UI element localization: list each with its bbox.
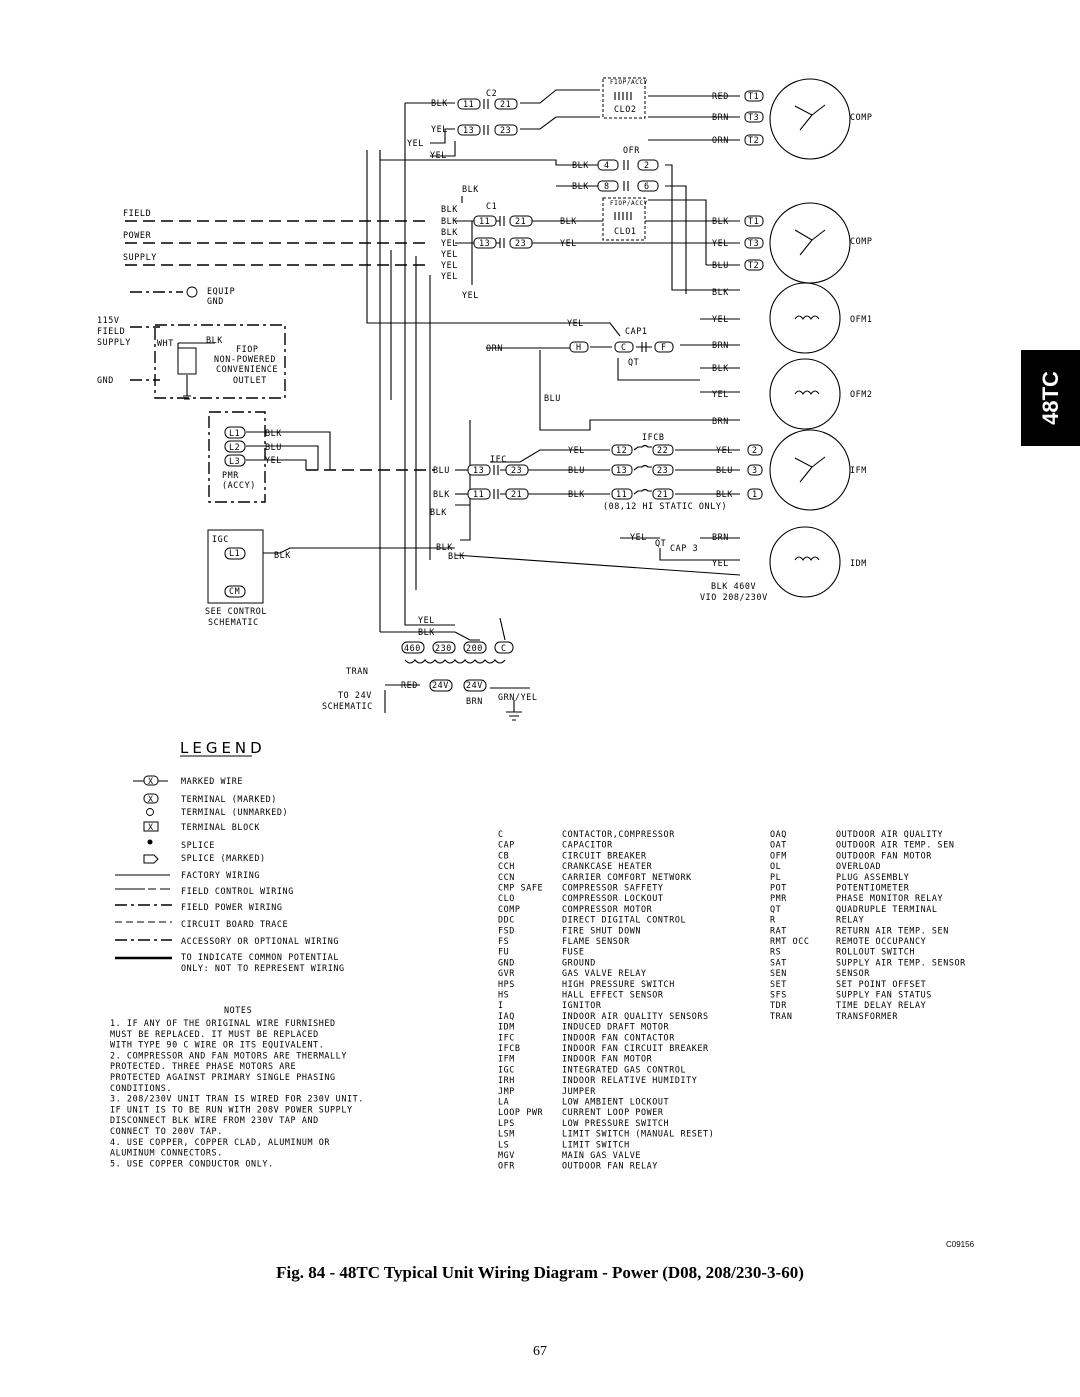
abbr-code: DDC <box>498 914 515 925</box>
abbr-meaning: HIGH PRESSURE SWITCH <box>562 978 675 989</box>
abbr-meaning: INDOOR RELATIVE HUMIDITY <box>562 1075 698 1086</box>
comp2-t1: T1 <box>748 91 760 101</box>
wire-blk-top: BLK <box>462 184 479 194</box>
gnd-label: GND <box>207 296 224 306</box>
abbr-code: CAP <box>498 839 515 850</box>
tran-tap-200: 200 <box>466 643 483 653</box>
abbr-code: LPS <box>498 1117 515 1128</box>
note-line: CONNECT TO 200V TAP. <box>110 1126 223 1136</box>
abbr-meaning: INDOOR FAN MOTOR <box>562 1053 653 1064</box>
ifc-wire-right-blk: BLK <box>568 489 585 499</box>
tran-note-2: SCHEMATIC <box>322 701 373 711</box>
legend-text-factory-wiring: FACTORY WIRING <box>181 870 260 880</box>
legend-sym-terminal-marked: X <box>148 794 154 804</box>
comp1-t1: T1 <box>748 216 760 226</box>
igc-blk: BLK <box>274 550 291 560</box>
power-label: POWER <box>123 230 152 240</box>
abbr-code: MGV <box>498 1150 515 1160</box>
abbr-code: LA <box>498 1096 510 1107</box>
ifm-wire-yel: YEL <box>716 445 733 455</box>
comp2-motor <box>770 79 850 159</box>
c1-wire-right-blk: BLK <box>560 216 577 226</box>
note-line: WITH TYPE 90 C WIRE OR ITS EQUIVALENT. <box>110 1039 325 1050</box>
tran-wire-blk: BLK <box>418 627 435 637</box>
cap1-brn: BRN <box>712 340 729 350</box>
ofr-term-4: 4 <box>604 160 610 170</box>
comp1-wire-blk: BLK <box>712 216 729 226</box>
wire-orn: ORN <box>486 343 503 353</box>
tran-24v-1: 24V <box>432 680 449 690</box>
note-line: 3. 208/230V UNIT TRAN IS WIRED FOR 230V UNIT. <box>110 1093 364 1104</box>
pmr-l3: L3 <box>229 456 241 466</box>
drawing-code: C09156 <box>946 1240 975 1249</box>
convenience-label: CONVENIENCE <box>216 364 279 374</box>
legend-text-terminal-block: TERMINAL BLOCK <box>181 822 260 832</box>
abbr-code: PMR <box>770 893 787 904</box>
abbr-meaning: CURRENT LOOP POWER <box>562 1107 664 1118</box>
c1-wire-left-4: YEL <box>441 238 458 248</box>
note-line: DISCONNECT BLK WIRE FROM 230V TAP AND <box>110 1115 319 1126</box>
diagram-labels <box>97 79 873 711</box>
abbr-meaning: TRANSFORMER <box>836 1010 899 1021</box>
legend-text-field-power: FIELD POWER WIRING <box>181 902 283 912</box>
note-line: MUST BE REPLACED. IT MUST BE REPLACED <box>110 1028 319 1039</box>
abbr-code: RMT OCC <box>770 936 810 946</box>
outlet-supply-voltage: 115V <box>97 315 120 325</box>
comp1-wire-yel: YEL <box>712 238 729 248</box>
pmr-l2: L2 <box>229 442 241 452</box>
c1-term-13: 13 <box>479 238 491 248</box>
ifm-term-1: 1 <box>752 489 758 499</box>
c1-wire-left-3: BLK <box>441 227 458 237</box>
abbr-code: TDR <box>770 1000 787 1011</box>
abbr-code: OFR <box>498 1160 515 1171</box>
ifcb-note: (08,12 HI STATIC ONLY) <box>603 501 728 511</box>
ifcb-term-11: 11 <box>616 489 628 499</box>
idm-motor <box>770 527 840 597</box>
idm-wire-blk-2: BLK <box>448 551 465 561</box>
c2-wire-yel-2: YEL <box>407 138 424 148</box>
legend-text-common-potential-2: ONLY: NOT TO REPRESENT WIRING <box>181 963 345 973</box>
idm-qt: QT <box>655 538 667 548</box>
abbr-code: CCH <box>498 861 515 872</box>
ifcb-term-23: 23 <box>657 465 669 475</box>
ifc-wire-blk: BLK <box>433 489 450 499</box>
comp1-label: COMP <box>850 236 873 246</box>
ifm-term-3: 3 <box>752 465 758 475</box>
equip-label: EQUIP <box>207 286 236 296</box>
comp2-label: COMP <box>850 112 873 122</box>
note-line: 1. IF ANY OF THE ORIGINAL WIRE FURNISHED <box>110 1018 336 1028</box>
ofr-term-2: 2 <box>644 160 650 170</box>
cap1-label: CAP1 <box>625 326 648 336</box>
legend-splice-icon <box>148 840 153 845</box>
tran-24v-2: 24V <box>466 680 483 690</box>
legend-sym-terminal-block: X <box>148 822 154 832</box>
abbr-meaning: INDUCED DRAFT MOTOR <box>562 1021 670 1032</box>
igc-title: IGC <box>212 534 229 544</box>
abbr-meaning: IGNITOR <box>562 1000 602 1011</box>
abbr-meaning: LOW PRESSURE SWITCH <box>562 1117 670 1128</box>
outlet-gnd: GND <box>97 375 114 385</box>
abbr-meaning: GROUND <box>562 957 596 968</box>
abbr-code: PL <box>770 871 782 882</box>
idm-wire-yel-2: YEL <box>712 558 729 568</box>
abbr-code: CCN <box>498 871 515 882</box>
notes <box>110 1005 364 1168</box>
idm-label: IDM <box>850 558 867 568</box>
abbr-code: IGC <box>498 1064 515 1075</box>
tran-tap-460: 460 <box>404 643 421 653</box>
legend-text-field-control: FIELD CONTROL WIRING <box>181 886 294 896</box>
abbr-code: OL <box>770 861 782 872</box>
abbr-meaning: CARRIER COMFORT NETWORK <box>562 871 692 882</box>
abbr-meaning: JUMPER <box>562 1085 596 1096</box>
abbr-code: CB <box>498 850 510 861</box>
abbr-code: FU <box>498 946 510 957</box>
c1-wire-left-5: YEL <box>441 249 458 259</box>
legend-text-terminal-marked: TERMINAL (MARKED) <box>181 794 277 804</box>
c1-label: C1 <box>486 201 498 211</box>
note-line: 5. USE COPPER CONDUCTOR ONLY. <box>110 1158 274 1169</box>
ofm1-motor <box>770 283 840 353</box>
tran-brn: BRN <box>466 696 483 706</box>
c1-term-21: 21 <box>515 216 527 226</box>
abbr-code: OFM <box>770 850 787 861</box>
abbr-meaning: REMOTE OCCUPANCY <box>836 936 927 946</box>
abbr-code: LSM <box>498 1128 515 1139</box>
ofr-term-8: 8 <box>604 181 610 191</box>
abbr-meaning: CAPACITOR <box>562 839 613 850</box>
motors <box>770 79 850 597</box>
note-line: PROTECTED. THREE PHASE MOTORS ARE <box>110 1061 297 1072</box>
igc-l1: L1 <box>229 548 241 558</box>
abbr-meaning: FLAME SENSOR <box>562 936 630 946</box>
outlet-wht: WHT <box>157 338 174 348</box>
c2-term-23: 23 <box>500 125 512 135</box>
ifc-term-23: 23 <box>511 465 523 475</box>
tran-label: TRAN <box>346 666 369 676</box>
abbr-code: COMP <box>498 903 521 914</box>
abbr-meaning: INTEGRATED GAS CONTROL <box>562 1064 687 1075</box>
comp2-t2: T2 <box>748 135 760 145</box>
ofr-wire-blk-1: BLK <box>572 160 589 170</box>
abbr-code: IFM <box>498 1053 515 1064</box>
abbr-code: CLO <box>498 893 515 904</box>
pmr-wire-blk: BLK <box>265 428 282 438</box>
wire-blu: BLU <box>544 393 561 403</box>
legend-sym-marked-wire: X <box>148 776 154 786</box>
legend-text-common-potential-1: TO INDICATE COMMON POTENTIAL <box>181 952 339 962</box>
legend-text-accessory: ACCESSORY OR OPTIONAL WIRING <box>181 936 339 946</box>
c2-wire-blk: BLK <box>431 98 448 108</box>
abbr-meaning: POTENTIOMETER <box>836 882 910 893</box>
abbr-meaning: FIRE SHUT DOWN <box>562 925 641 936</box>
abbr-code: QT <box>770 903 782 914</box>
ifm-wire-blk: BLK <box>716 489 733 499</box>
ifcb-term-22: 22 <box>657 445 669 455</box>
pmr-l1: L1 <box>229 428 241 438</box>
abbr-code: OAT <box>770 839 787 850</box>
abbr-code: RAT <box>770 925 787 936</box>
pmr-label: PMR <box>222 470 239 480</box>
igc-note-1: SEE CONTROL <box>205 606 268 616</box>
ifcb-term-13: 13 <box>616 465 628 475</box>
abbr-code: OAQ <box>770 829 787 839</box>
ofm1-label: OFM1 <box>850 314 873 324</box>
abbr-meaning: PHASE MONITOR RELAY <box>836 893 944 904</box>
cap1-term-f: F <box>661 342 667 352</box>
tran-tap-230: 230 <box>435 643 452 653</box>
abbr-meaning: COMPRESSOR SAFFETY <box>562 882 664 893</box>
ofr-label: OFR <box>623 145 640 155</box>
abbr-code: RS <box>770 946 782 957</box>
c1-wire-left-7: YEL <box>441 271 458 281</box>
c1-wire-left-1: BLK <box>441 204 458 214</box>
abbr-code: SEN <box>770 968 787 979</box>
ofm2-wire-yel: YEL <box>712 389 729 399</box>
note-line: CONDITIONS. <box>110 1082 173 1093</box>
note-line: PROTECTED AGAINST PRIMARY SINGLE PHASING <box>110 1072 336 1082</box>
idm-voltage-208: VIO 208/230V <box>700 592 768 602</box>
idm-wire-brn: BRN <box>712 532 729 542</box>
comp1-t3: T3 <box>748 238 760 248</box>
abbr-meaning: LOW AMBIENT LOCKOUT <box>562 1096 670 1107</box>
ifc-label: IFC <box>490 454 507 464</box>
abbr-meaning: LIMIT SWITCH <box>562 1139 630 1150</box>
note-line: 4. USE COPPER, COPPER CLAD, ALUMINUM OR <box>110 1136 331 1147</box>
abbr-code: FS <box>498 936 510 946</box>
outlet-supply-field: FIELD <box>97 326 126 336</box>
pmr-wire-yel: YEL <box>265 455 282 465</box>
legend-text-splice: SPLICE <box>181 840 215 850</box>
idm-voltage-460: BLK 460V <box>711 581 757 591</box>
equip-gnd-icon <box>187 287 197 297</box>
ifcb-label: IFCB <box>642 432 665 442</box>
ofm2-wire-brn: BRN <box>712 416 729 426</box>
abbr-meaning: FUSE <box>562 946 585 957</box>
pmr-accy: (ACCY) <box>222 480 256 490</box>
idm-wire-blk: BLK <box>436 542 453 552</box>
ofm2-label: OFM2 <box>850 389 873 399</box>
c2-term-21: 21 <box>500 99 512 109</box>
outlet-blk: BLK <box>206 335 223 345</box>
abbr-code: HPS <box>498 978 515 989</box>
abbr-code: CMP SAFE <box>498 882 544 893</box>
c1-wire-right-yel: YEL <box>560 238 577 248</box>
ifcb-term-21: 21 <box>657 489 669 499</box>
legend-text-splice-marked: SPLICE (MARKED) <box>181 853 266 863</box>
comp1-wire-blu: BLU <box>712 260 729 270</box>
clo1-label: CLO1 <box>614 226 637 236</box>
clo2-label: CLO2 <box>614 104 637 114</box>
cap1-term-h: H <box>576 342 582 352</box>
abbr-code: LS <box>498 1139 510 1150</box>
legend-title: LEGEND <box>180 739 266 757</box>
abbr-code: SAT <box>770 957 787 968</box>
non-powered-label: NON-POWERED <box>214 354 277 364</box>
supply-label: SUPPLY <box>123 252 157 262</box>
tran-note-1: TO 24V <box>338 690 372 700</box>
abbr-code: IFCB <box>498 1043 521 1053</box>
abbr-code: GVR <box>498 968 515 979</box>
abbr-meaning: OUTDOOR AIR QUALITY <box>836 829 944 839</box>
abbr-meaning: SET POINT OFFSET <box>836 978 927 989</box>
abbr-code: I <box>498 1000 504 1011</box>
igc-cm: CM <box>229 586 241 596</box>
ifcb-wire-yel: YEL <box>568 445 585 455</box>
abbr-meaning: GAS VALVE RELAY <box>562 968 647 979</box>
abbr-meaning: CIRCUIT BREAKER <box>562 850 647 861</box>
ifc-term-11: 11 <box>473 489 485 499</box>
ofm1-wire-yel: YEL <box>712 314 729 324</box>
cap1-yel: YEL <box>567 318 584 328</box>
abbr-meaning: OUTDOOR FAN MOTOR <box>836 850 932 861</box>
outlet-label: OUTLET <box>233 375 267 385</box>
c1-wire-left-6: YEL <box>441 260 458 270</box>
abbr-meaning: COMPRESSOR MOTOR <box>562 903 653 914</box>
note-line: ALUMINUM CONNECTORS. <box>110 1147 223 1158</box>
cap1-qt: QT <box>628 357 640 367</box>
section-tab-label: 48TC <box>1037 371 1063 425</box>
ifm-label: IFM <box>850 465 867 475</box>
abbr-code: SFS <box>770 989 787 1000</box>
abbreviations <box>498 829 966 1171</box>
ifc-wire-blk-2: BLK <box>430 507 447 517</box>
legend-terminal-unmarked-icon <box>147 809 154 816</box>
igc-note-2: SCHEMATIC <box>208 617 259 627</box>
ifc-term-13: 13 <box>473 465 485 475</box>
note-line: 2. COMPRESSOR AND FAN MOTORS ARE THERMALLY <box>110 1050 347 1061</box>
abbr-code: IFC <box>498 1032 515 1043</box>
c2-term-13: 13 <box>463 125 475 135</box>
comp1-t2: T2 <box>748 260 760 270</box>
legend-text-marked-wire: MARKED WIRE <box>181 776 244 786</box>
note-line: IF UNIT IS TO BE RUN WITH 208V POWER SUPPLY <box>110 1104 353 1115</box>
clo2-fiop: FIOP/ACCY <box>610 79 648 86</box>
ofm2-wire-blk: BLK <box>712 363 729 373</box>
tran-wire-yel: YEL <box>418 615 435 625</box>
abbr-code: GND <box>498 957 515 968</box>
figure-caption: Fig. 84 - 48TC Typical Unit Wiring Diagram - Power (D08, 208/230-3-60) <box>276 1263 804 1282</box>
abbr-meaning: RETURN AIR TEMP. SEN <box>836 925 949 936</box>
ifc-term-21: 21 <box>511 489 523 499</box>
tran-grn-yel: GRN/YEL <box>498 692 538 702</box>
ifc-wire-right-blu: BLU <box>568 465 585 475</box>
abbr-meaning: CONTACTOR,COMPRESSOR <box>562 829 675 839</box>
abbr-meaning: DIRECT DIGITAL CONTROL <box>562 914 687 925</box>
abbr-code: IRH <box>498 1075 515 1086</box>
legend <box>115 739 345 973</box>
legend-text-circuit-board: CIRCUIT BOARD TRACE <box>181 919 289 929</box>
abbr-meaning: QUADRUPLE TERMINAL <box>836 903 938 914</box>
comp2-t3: T3 <box>748 112 760 122</box>
ofm1-wire-blk: BLK <box>712 287 729 297</box>
pmr-wire-blu: BLU <box>265 442 282 452</box>
abbr-code: JMP <box>498 1085 515 1096</box>
abbr-code: IDM <box>498 1021 515 1032</box>
abbr-meaning: INDOOR AIR QUALITY SENSORS <box>562 1010 709 1021</box>
legend-splice-marked-icon <box>144 855 158 863</box>
c1-wire-left-2: BLK <box>441 216 458 226</box>
cap1-term-c: C <box>621 342 627 352</box>
abbr-code: POT <box>770 882 787 893</box>
abbr-meaning: OUTDOOR FAN RELAY <box>562 1160 658 1171</box>
notes-title: NOTES <box>224 1005 253 1015</box>
ifm-term-2: 2 <box>752 445 758 455</box>
field-label: FIELD <box>123 208 152 218</box>
tran-tap-c: C <box>501 643 507 653</box>
abbr-meaning: SUPPLY FAN STATUS <box>836 989 932 1000</box>
abbr-code: R <box>770 914 776 925</box>
abbr-meaning: HALL EFFECT SENSOR <box>562 989 664 1000</box>
c1-term-11: 11 <box>479 216 491 226</box>
ofr-term-6: 6 <box>644 181 650 191</box>
idm-cap3: CAP 3 <box>670 543 699 553</box>
abbr-meaning: OVERLOAD <box>836 861 882 872</box>
abbr-meaning: COMPRESSOR LOCKOUT <box>562 893 664 904</box>
abbr-code: TRAN <box>770 1010 793 1021</box>
abbr-meaning: PLUG ASSEMBLY <box>836 871 910 882</box>
comp2-wire-brn: BRN <box>712 112 729 122</box>
ifcb-term-12: 12 <box>616 445 628 455</box>
abbr-code: LOOP PWR <box>498 1107 544 1118</box>
abbr-code: IAQ <box>498 1010 515 1021</box>
abbr-meaning: INDOOR FAN CONTACTOR <box>562 1032 675 1043</box>
abbr-meaning: CRANKCASE HEATER <box>562 861 653 872</box>
abbr-meaning: INDOOR FAN CIRCUIT BREAKER <box>562 1043 709 1053</box>
wire-yel-mid: YEL <box>462 290 479 300</box>
ofm2-motor <box>770 359 840 429</box>
ifm-wire-blu: BLU <box>716 465 733 475</box>
abbr-code: C <box>498 829 504 839</box>
page-number: 67 <box>533 1344 547 1359</box>
abbr-meaning: ROLLOUT SWITCH <box>836 946 915 957</box>
abbr-meaning: SUPPLY AIR TEMP. SENSOR <box>836 957 966 968</box>
comp2-wire-red: RED <box>712 91 729 101</box>
abbr-code: FSD <box>498 925 515 936</box>
c2-label: C2 <box>486 88 498 98</box>
outlet-supply-supply: SUPPLY <box>97 337 131 347</box>
c1-term-23: 23 <box>515 238 527 248</box>
abbr-meaning: MAIN GAS VALVE <box>562 1150 641 1160</box>
abbr-meaning: TIME DELAY RELAY <box>836 1000 927 1011</box>
idm-wire-yel: YEL <box>630 532 647 542</box>
clo1-fiop: FIOP/ACCY <box>610 200 648 207</box>
abbr-meaning: LIMIT SWITCH (MANUAL RESET) <box>562 1128 715 1139</box>
ifc-wire-blu: BLU <box>433 465 450 475</box>
abbr-meaning: SENSOR <box>836 968 870 979</box>
tran-red: RED <box>401 680 418 690</box>
abbr-code: HS <box>498 989 510 1000</box>
abbr-meaning: OUTDOOR AIR TEMP. SEN <box>836 839 955 850</box>
fiop-label: FIOP <box>236 344 259 354</box>
c2-wire-yel-3: YEL <box>430 150 447 160</box>
comp2-wire-orn: ORN <box>712 135 729 145</box>
legend-text-terminal-unmarked: TERMINAL (UNMARKED) <box>181 807 289 817</box>
c2-term-11: 11 <box>463 99 475 109</box>
c2-wire-yel: YEL <box>431 124 448 134</box>
abbr-meaning: RELAY <box>836 914 865 925</box>
ofr-wire-blk-2: BLK <box>572 181 589 191</box>
abbr-code: SET <box>770 978 787 989</box>
